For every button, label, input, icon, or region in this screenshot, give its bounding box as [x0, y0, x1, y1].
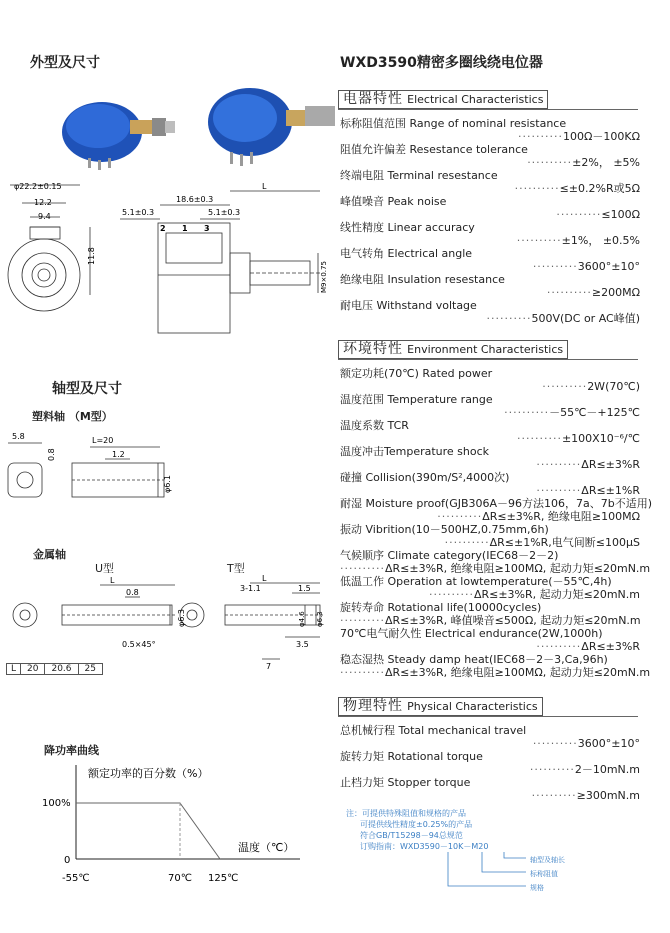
spec-name: 温度冲击Temperature shock: [340, 445, 490, 458]
dim-t-d46: φ4.6: [298, 611, 306, 627]
derating-y0: 0: [64, 855, 71, 866]
dim-t-d7: 7: [266, 662, 272, 671]
derating-x3: 125℃: [208, 873, 239, 884]
derating-chart: [30, 755, 310, 895]
leader-dots: ··········: [340, 666, 385, 679]
spec-value: [340, 640, 640, 653]
spec-value: [340, 234, 640, 247]
note-line-2: 可提供线性精度±0.25%的产品: [360, 820, 473, 829]
dim-u-d08: 0.8: [126, 588, 139, 597]
leader-dots: ··········: [542, 380, 588, 393]
dim-m-d08: 0.8: [47, 448, 56, 461]
spec-value: [340, 182, 640, 195]
derating-x2: 70℃: [168, 873, 192, 884]
spec-value: [340, 432, 640, 445]
spec-item: [340, 776, 640, 802]
spec-value-text: ΔR≤±3%R, 峰值噪音≤500Ω, 起动力矩≤20mN.m: [384, 614, 641, 627]
dim-d22: φ22.2±0.15: [14, 182, 62, 191]
spec-item: [340, 471, 640, 497]
spec-value-text: 2W(70℃): [587, 380, 640, 393]
l-table-cell: 20: [21, 664, 45, 675]
derating-x1: -55℃: [62, 873, 90, 884]
spec-value-text: ±2%， ±5%: [572, 156, 640, 169]
spec-item: [340, 273, 640, 299]
l-table-cell: 25: [78, 664, 102, 675]
electrical-title-cn: 电器特性: [343, 91, 403, 107]
dim-d12: 12.2: [34, 198, 52, 207]
leader-dots: ··········: [529, 763, 575, 776]
spec-name: 阻值允许偏差 Resestance tolerance: [340, 143, 528, 156]
environment-section-title: [338, 340, 568, 359]
dim-L-top: L: [262, 182, 267, 191]
spec-item: [340, 750, 640, 776]
leader-dots: ··········: [340, 562, 385, 575]
spec-value-text: 3600°±10°: [577, 260, 640, 273]
outline-section-title: 外型及尺寸: [30, 55, 100, 71]
dim-t-d35: 3.5: [296, 640, 309, 649]
spec-name: 70℃电气耐久性 Electrical endurance(2W,1000h): [340, 627, 603, 640]
leader-dots: ··········: [532, 737, 578, 750]
dim-t-d63: φ6.3: [316, 611, 324, 627]
spec-value-text: 500V(DC or AC峰值): [531, 312, 640, 325]
spec-name: 额定功耗(70℃) Rated power: [340, 367, 493, 380]
shaft-length-table: [6, 663, 103, 675]
leader-dots: ··········: [514, 182, 560, 195]
leader-dots: ··········: [536, 484, 582, 497]
spec-value: [340, 286, 640, 299]
physical-list: [340, 724, 640, 802]
leader-dots: ··········: [516, 234, 562, 247]
physical-title-en: Physical Characteristics: [407, 700, 538, 713]
leader-dots: ··········: [504, 406, 550, 419]
leader-dots: ··········: [437, 510, 483, 523]
dim-m9: M9×0.75: [320, 261, 328, 293]
spec-value: [340, 208, 640, 221]
spec-value: [340, 312, 640, 325]
leader-dots: ··········: [518, 130, 563, 143]
spec-value-text: 3600°±10°: [577, 737, 640, 750]
spec-item: [340, 299, 640, 325]
spec-item: [340, 497, 653, 523]
note-line-1: 注：可提供特殊阻值和规格的产品: [346, 809, 466, 818]
spec-value: [340, 562, 651, 575]
spec-name: 线性精度 Linear accuracy: [340, 221, 475, 234]
spec-name: 标称阻值范围 Range of nominal resistance: [340, 117, 567, 130]
electrical-list: [340, 117, 640, 325]
pin-label-1: 1: [182, 224, 188, 233]
leader-dots: ··········: [444, 536, 490, 549]
code-label-resistance: 标称阻值: [530, 870, 558, 878]
spec-value-text: ≥200MΩ: [591, 286, 640, 299]
spec-value-text: ΔR≤±1%R,电气间断≤100μS: [489, 536, 640, 549]
order-code-brackets: [440, 852, 530, 892]
code-label-shaft: 轴型及轴长: [530, 856, 565, 864]
spec-value: [340, 737, 640, 750]
spec-value: [340, 484, 640, 497]
note-line-3: 符合GB/T15298－94总规范: [360, 831, 463, 840]
leader-dots: ··········: [428, 588, 474, 601]
spec-item: [340, 419, 640, 445]
spec-value: [340, 763, 640, 776]
derating-ylabel: 额定功率的百分数（%）: [88, 767, 209, 780]
spec-value: [340, 406, 640, 419]
leader-dots: ··········: [517, 432, 562, 445]
dim-u-L: L: [110, 576, 115, 585]
spec-name: 碰撞 Collision(390m/S²,4000次): [340, 471, 510, 484]
dim-u-chamfer: 0.5×45°: [122, 640, 156, 649]
electrical-title-en: Electrical Characteristics: [407, 93, 544, 106]
leader-dots: ··········: [546, 286, 592, 299]
spec-item: [340, 653, 651, 679]
outline-dimension-drawing: [0, 175, 335, 350]
metal-shaft-drawings: [0, 575, 330, 675]
electrical-section-title: [338, 90, 548, 109]
l-table-cell: 20.6: [45, 664, 78, 675]
spec-value: [340, 588, 640, 601]
spec-item: [340, 523, 640, 549]
spec-value-text: ≤±0.2%R或5Ω: [559, 182, 640, 195]
spec-value-text: ΔR≤±3%R, 绝缘电阻≥100MΩ, 起动力矩≤20mN.m: [384, 562, 651, 575]
spec-name: 总机械行程 Total mechanical travel: [340, 724, 527, 737]
dim-d94: 9.4: [38, 212, 51, 221]
leader-dots: ··········: [531, 789, 577, 802]
dim-d186: 18.6±0.3: [176, 195, 214, 204]
product-photos: [40, 80, 340, 170]
potentiometer-photo-side: [208, 88, 335, 166]
spec-item: [340, 247, 640, 273]
spec-name: 振动 Vibrition(10－500HZ,0.75mm,6h): [340, 523, 549, 536]
derating-y100: 100%: [42, 798, 71, 809]
spec-item: [340, 221, 640, 247]
spec-name: 峰值噪音 Peak noise: [340, 195, 447, 208]
spec-item: [340, 549, 651, 575]
environment-title-cn: 环境特性: [343, 341, 403, 357]
spec-name: 低温工作 Operation at lowtemperature(－55℃,4h): [340, 575, 612, 588]
u-type-label: U型: [95, 562, 115, 575]
spec-value: [340, 260, 640, 273]
pin-label-2: 2: [160, 224, 166, 233]
physical-title-cn: 物理特性: [343, 698, 403, 714]
spec-item: [340, 575, 640, 601]
leader-dots: ··········: [556, 208, 602, 221]
note-line-4: 订购指南：WXD3590－10K－M20: [360, 842, 489, 851]
spec-value: [340, 536, 640, 549]
potentiometer-photo-front: [62, 102, 175, 170]
spec-item: [340, 195, 640, 221]
l-table-header: L: [7, 664, 21, 675]
spec-value: [340, 130, 640, 143]
environment-list: [340, 367, 653, 679]
spec-item: [340, 117, 640, 143]
spec-item: [340, 724, 640, 750]
dim-d51b: 5.1±0.3: [208, 208, 241, 217]
spec-value-text: ΔR≤±1%R: [581, 484, 640, 497]
spec-value-text: ΔR≤±3%R, 绝缘电阻≥100MΩ: [482, 510, 640, 523]
dim-d118: 11.8: [87, 247, 96, 265]
dim-u-d63: φ6.3: [177, 609, 186, 627]
spec-name: 绝缘电阻 Insulation resestance: [340, 273, 505, 286]
spec-value-text: 2－10mN.m: [574, 763, 640, 776]
spec-value: [340, 380, 640, 393]
m-shaft-drawing: [0, 425, 180, 515]
spec-value: [340, 666, 651, 679]
derating-title: 降功率曲线: [44, 744, 99, 757]
spec-name: 耐电压 Withstand voltage: [340, 299, 477, 312]
environment-rule: [338, 359, 638, 360]
spec-value: [340, 458, 640, 471]
spec-value: [340, 156, 640, 169]
spec-value-text: ΔR≤±3%R, 绝缘电阻≥100MΩ, 起动力矩≤20mN.m: [384, 666, 651, 679]
pin-label-3: 3: [204, 224, 210, 233]
spec-value: [340, 789, 640, 802]
electrical-rule: [338, 109, 638, 110]
shaft-section-title: 轴型及尺寸: [52, 381, 122, 397]
leader-dots: ··········: [536, 640, 582, 653]
dim-m-d12: 1.2: [112, 450, 125, 459]
spec-name: 终端电阻 Terminal resestance: [340, 169, 498, 182]
dim-m-d58: 5.8: [12, 432, 25, 441]
spec-value-text: ±1%， ±0.5%: [561, 234, 640, 247]
spec-name: 稳态湿热 Steady damp heat(IEC68－2－3,Ca,96h): [340, 653, 608, 666]
environment-title-en: Environment Characteristics: [407, 343, 564, 356]
leader-dots: ··········: [486, 312, 532, 325]
t-type-label: T型: [227, 562, 245, 575]
spec-item: [340, 627, 640, 653]
metal-shaft-label: 金属轴: [33, 548, 66, 561]
spec-value-text: ΔR≤±3%R: [581, 640, 640, 653]
spec-item: [340, 367, 640, 393]
leader-dots: ··········: [532, 260, 578, 273]
dim-m-d61: φ6.1: [163, 475, 172, 493]
dim-t-L: L: [262, 575, 267, 583]
spec-name: 电气转角 Electrical angle: [340, 247, 473, 260]
code-label-spec: 规格: [530, 884, 544, 892]
spec-name: 耐湿 Moisture proof(GJB306A－96方法106，7a、7b不适用): [340, 497, 653, 510]
dim-t-d15: 1.5: [298, 584, 311, 593]
spec-name: 止档力矩 Stopper torque: [340, 776, 471, 789]
spec-value-text: －55℃－+125℃: [549, 406, 640, 419]
spec-value: [340, 510, 640, 523]
plastic-shaft-label: 塑料轴 （M型）: [32, 410, 113, 423]
spec-value: [340, 614, 640, 627]
spec-name: 旋转寿命 Rotational life(10000cycles): [340, 601, 542, 614]
leader-dots: ··········: [536, 458, 582, 471]
spec-value-text: ≤100Ω: [601, 208, 640, 221]
spec-item: [340, 601, 640, 627]
spec-value-text: ≥300mN.m: [576, 789, 640, 802]
spec-name: 气候顺序 Climate category(IEC68－2－2): [340, 549, 559, 562]
spec-value-text: ±100X10⁻⁶/℃: [561, 432, 640, 445]
dim-m-L20: L=20: [92, 436, 114, 445]
spec-value-text: ΔR≤±3%R, 起动力矩≤20mN.m: [473, 588, 640, 601]
spec-name: 温度系数 TCR: [340, 419, 409, 432]
spec-value-text: 100Ω－100KΩ: [562, 130, 640, 143]
spec-item: [340, 169, 640, 195]
spec-item: [340, 393, 640, 419]
leader-dots: ··········: [527, 156, 573, 169]
product-title: WXD3590精密多圈线绕电位器: [340, 55, 543, 71]
dim-d51a: 5.1±0.3: [122, 208, 155, 217]
derating-xlabel: 温度（℃）: [238, 841, 295, 854]
spec-item: [340, 445, 640, 471]
leader-dots: ··········: [340, 614, 385, 627]
spec-value-text: ΔR≤±3%R: [581, 458, 640, 471]
spec-item: [340, 143, 640, 169]
spec-name: 旋转力矩 Rotational torque: [340, 750, 483, 763]
physical-section-title: [338, 697, 543, 716]
spec-name: 温度范围 Temperature range: [340, 393, 493, 406]
physical-rule: [338, 716, 638, 717]
ordering-note: [346, 808, 488, 852]
dim-t-d311: 3-1.1: [240, 584, 261, 593]
